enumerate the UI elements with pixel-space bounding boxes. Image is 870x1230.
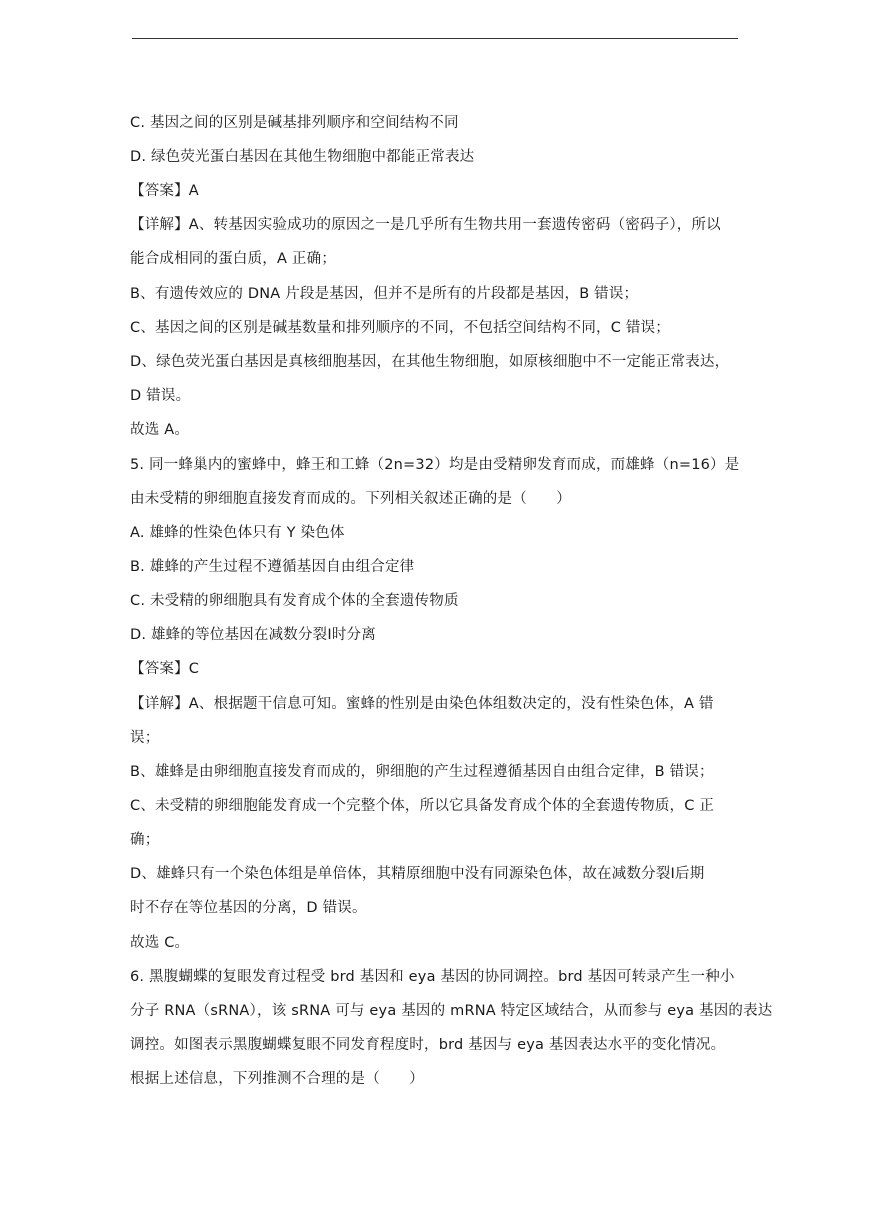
option-d-q4: D. 绿色荧光蛋白基因在其他生物细胞中都能正常表达: [130, 149, 475, 165]
explanation-q4-line4: C、基因之间的区别是碱基数量和排列顺序的不同，不包括空间结构不同，C 错误；: [130, 320, 670, 336]
conclusion-q4: 故选 A。: [130, 422, 190, 438]
conclusion-q5: 故选 C。: [130, 935, 190, 951]
explanation-q5-line4: C、未受精的卵细胞能发育成一个完整个体，所以它具备发育成个体的全套遗传物质，C 正: [130, 798, 715, 814]
question-6-stem-line4: 根据上述信息，下列推测不合理的是（ ）: [130, 1071, 424, 1087]
question-6-stem-line3: 调控。如图表示黑腹蝴蝶复眼不同发育程度时，brd 基因与 eya 基因表达水平的变化情况。: [130, 1037, 726, 1053]
explanation-q5-line5: 确；: [130, 832, 160, 848]
header-rule: [132, 38, 738, 39]
explanation-q5-line6: D、雄蜂只有一个染色体组是单倍体，其精原细胞中没有同源染色体，故在减数分裂Ⅰ后期: [130, 866, 705, 882]
explanation-q5-line7: 时不存在等位基因的分离，D 错误。: [130, 900, 367, 916]
explanation-q5-line3: B、雄蜂是由卵细胞直接发育而成的，卵细胞的产生过程遵循基因自由组合定律，B 错误；: [130, 764, 714, 780]
explanation-q4-line6: D 错误。: [130, 388, 191, 404]
explanation-q4-line5: D、绿色荧光蛋白基因是真核细胞基因，在其他生物细胞，如原核细胞中不一定能正常表达，: [130, 354, 730, 370]
explanation-q5-line2: 误；: [130, 730, 160, 746]
answer-q5: 【答案】C: [130, 661, 200, 677]
explanation-q4-line1: 【详解】A、转基因实验成功的原因之一是几乎所有生物共用一套遗传密码（密码子），所以: [130, 217, 721, 233]
question-6-stem-line2: 分子 RNA（sRNA），该 sRNA 可与 eya 基因的 mRNA 特定区域结合，从而参与 eya 基因的表达: [130, 1003, 773, 1019]
explanation-q4-line3: B、有遗传效应的 DNA 片段是基因，但并不是所有的片段都是基因，B 错误；: [130, 286, 639, 302]
option-c-q4: C. 基因之间的区别是碱基排列顺序和空间结构不同: [130, 115, 459, 131]
option-c-q5: C. 未受精的卵细胞具有发育成个体的全套遗传物质: [130, 593, 459, 609]
explanation-q5-line1: 【详解】A、根据题干信息可知。蜜蜂的性别是由染色体组数决定的，没有性染色体，A 错: [130, 696, 714, 712]
explanation-q4-line2: 能合成相同的蛋白质，A 正确；: [130, 251, 337, 267]
option-d-q5: D. 雄蜂的等位基因在减数分裂Ⅰ时分离: [130, 627, 376, 643]
question-5-stem-line2: 由未受精的卵细胞直接发育而成的。下列相关叙述正确的是（ ）: [130, 491, 571, 507]
answer-q4: 【答案】A: [130, 183, 199, 199]
question-6-stem-line1: 6. 黑腹蝴蝶的复眼发育过程受 brd 基因和 eya 基因的协同调控。brd 基因可转录产生一种小: [130, 969, 735, 985]
question-5-stem-line1: 5. 同一蜂巢内的蜜蜂中，蜂王和工蜂（2n=32）均是由受精卵发育而成，而雄蜂（n=16）是: [130, 457, 740, 473]
option-a-q5: A. 雄蜂的性染色体只有 Y 染色体: [130, 525, 345, 541]
option-b-q5: B. 雄蜂的产生过程不遵循基因自由组合定律: [130, 559, 415, 575]
